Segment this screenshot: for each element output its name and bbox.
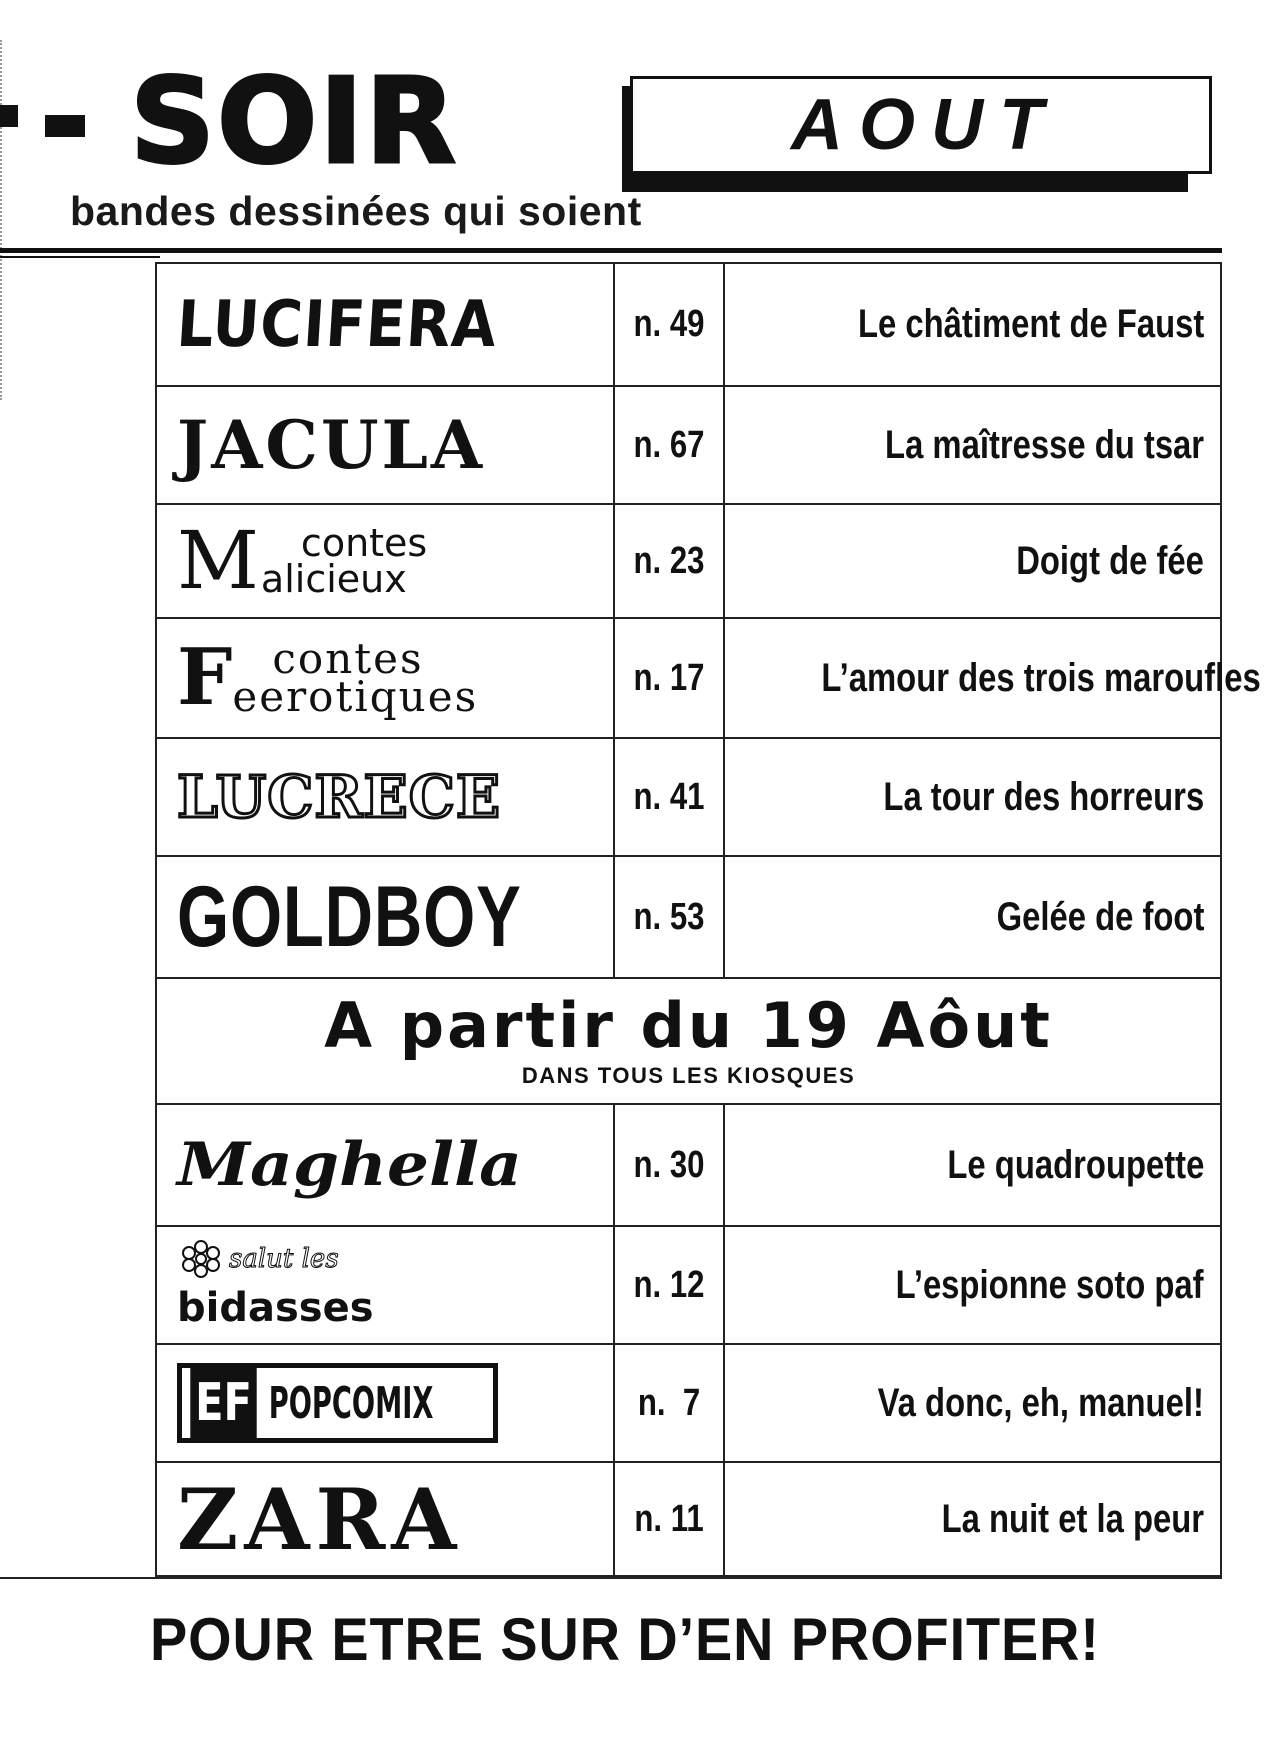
table-row	[156, 618, 1221, 738]
header-rule	[0, 248, 1222, 253]
zara-logo: ZARA	[177, 1469, 463, 1569]
issue-title: La tour des horreurs	[724, 738, 1221, 856]
comic-logo-cell	[156, 1462, 614, 1576]
salut-les-bidasses-logo: salut les bidasses	[177, 1239, 374, 1331]
issue-title: Gelée de foot	[724, 856, 1221, 978]
footer-slogan: POUR ETRE SUR D’EN PROFITER!	[150, 1606, 1100, 1673]
header-rule-thin	[0, 256, 160, 258]
maghella-logo: Maghella	[177, 1130, 522, 1200]
comic-logo-cell	[156, 504, 614, 618]
issue-number: n. 7	[624, 1344, 714, 1462]
contes-feerotiques-logo: F contes eerotiques	[177, 632, 479, 723]
issue-number: n. 67	[624, 386, 714, 504]
comic-logo-cell	[156, 263, 614, 386]
table-row	[156, 856, 1221, 978]
issue-title: Doigt de fée	[724, 504, 1221, 618]
contes-malicieux-logo: M contes alicieux	[177, 514, 428, 607]
footer-rule	[0, 1577, 1222, 1579]
table-row	[156, 263, 1221, 386]
jacula-logo: JACULA	[177, 406, 486, 484]
flower-icon	[177, 1239, 225, 1279]
issue-title: L’espionne soto paf	[724, 1226, 1221, 1344]
comics-listing-table	[155, 262, 1261, 1577]
masthead-title: SOIR	[130, 52, 459, 190]
issue-number: n. 41	[624, 738, 714, 856]
issue-title: Le châtiment de Faust	[724, 263, 1221, 386]
table-row	[156, 738, 1221, 856]
release-banner	[156, 978, 1221, 1104]
issue-title: La maîtresse du tsar	[724, 386, 1221, 504]
release-availability: DANS TOUS LES KIOSQUES	[521, 1062, 856, 1088]
comic-logo-cell	[156, 1104, 614, 1226]
table-row	[156, 386, 1221, 504]
month-box	[630, 76, 1212, 174]
comic-logo-cell	[156, 1344, 614, 1462]
comic-logo-cell	[156, 738, 614, 856]
table-row	[156, 1104, 1221, 1226]
comic-logo-cell	[156, 1226, 614, 1344]
issue-title: Va donc, eh, manuel!	[724, 1344, 1221, 1462]
page-edge-marks	[0, 40, 6, 400]
issue-number: n. 23	[624, 504, 714, 618]
issue-number: n. 53	[624, 856, 714, 978]
issue-number: n. 30	[624, 1104, 714, 1226]
issue-title: Le quadroupette	[724, 1104, 1221, 1226]
lucrece-logo: LUCRECE	[177, 763, 502, 831]
table-row	[156, 1226, 1221, 1344]
table-row	[156, 1462, 1221, 1576]
table-row	[156, 504, 1221, 618]
issue-number: n. 12	[624, 1226, 714, 1344]
comic-logo-cell	[156, 856, 614, 978]
header-dash-mark-2	[45, 115, 85, 137]
issue-number: n. 17	[624, 618, 714, 738]
issue-number: n. 49	[624, 263, 714, 386]
issue-title: La nuit et la peur	[724, 1462, 1221, 1576]
goldboy-logo: GOLDBOY	[177, 868, 522, 965]
issue-title: L’amour des trois maroufles	[724, 618, 1221, 738]
masthead-subtitle: bandes dessinées qui soient	[70, 188, 642, 234]
comic-logo-cell	[156, 386, 614, 504]
release-banner-row	[156, 978, 1221, 1104]
comic-logo-cell	[156, 618, 614, 738]
month-label: AOUT	[791, 85, 1059, 165]
ef-popcomix-logo: EF POPCOMIX	[177, 1363, 498, 1443]
lucifera-logo: LUCIFERA	[174, 287, 500, 362]
issue-number: n. 11	[624, 1462, 714, 1576]
table-row	[156, 1344, 1221, 1462]
release-date-headline: A partir du 19 Aôut	[324, 989, 1053, 1063]
header-dash-mark	[0, 105, 18, 127]
